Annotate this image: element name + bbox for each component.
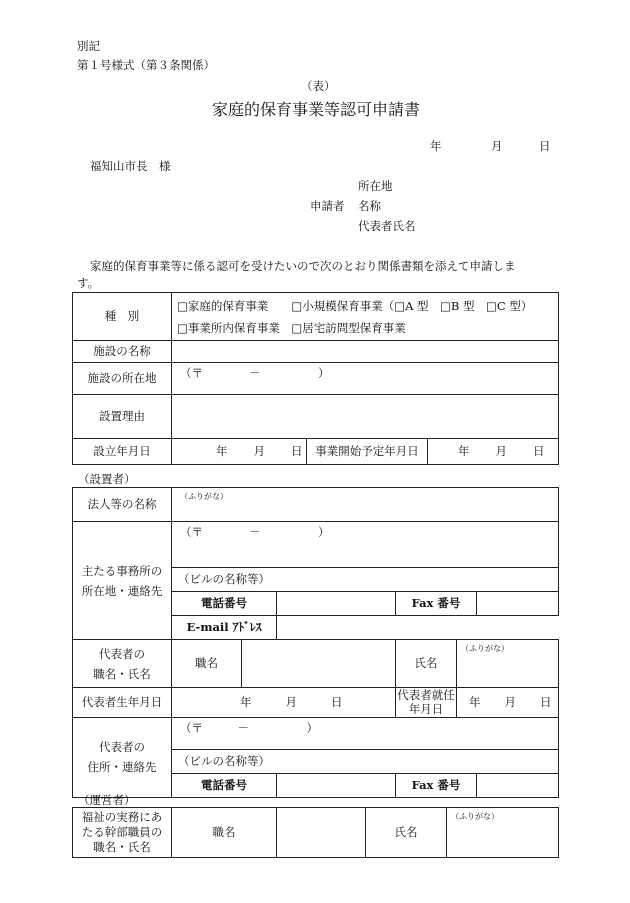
reason-label: 設置理由: [73, 395, 172, 439]
rep-fax-field[interactable]: [477, 773, 559, 797]
section-uneisha: （運営者）: [78, 793, 136, 807]
rep-appointed-field[interactable]: 年 月 日: [457, 688, 559, 718]
corp-name-label: 法人等の名称: [73, 488, 172, 522]
rep-phone-field[interactable]: [277, 773, 396, 797]
intro-text-line2: す。: [77, 276, 100, 290]
staff-title-label: 職名: [172, 808, 277, 858]
facility-address-label: 施設の所在地: [73, 363, 172, 395]
rep-appointed-label: 代表者就任年月日: [397, 688, 455, 717]
omote-label: （表）: [301, 79, 336, 93]
furigana-label: （ふりがな）: [180, 492, 228, 501]
facility-name-field[interactable]: [172, 341, 559, 363]
section-setchisha: （設置者）: [78, 472, 136, 486]
facility-postal-template: （〒 － ）: [180, 366, 330, 380]
rep-title-field[interactable]: [242, 640, 396, 688]
applicant-label: 申請者: [310, 199, 345, 213]
intro-text-line1: 家庭的保育事業等に係る認可を受けたいので次のとおり関係書類を添えて申請しま: [90, 259, 516, 273]
rep-name-label: 氏名: [396, 640, 457, 688]
applicant-address-label: 所在地: [358, 179, 393, 193]
rep-label: 代表者の 職名・氏名: [73, 640, 172, 688]
date-year: 年: [430, 139, 442, 153]
date-day: 日: [539, 139, 551, 153]
facility-name-label: 施設の名称: [73, 341, 172, 363]
rep-furigana-label: （ふりがな）: [461, 644, 509, 653]
rep-building-field[interactable]: （ビルの名称等）: [172, 749, 559, 773]
established-date-field[interactable]: 年 月 日: [172, 439, 307, 465]
office-phone-label: 電話番号: [172, 592, 277, 616]
staff-table: [72, 807, 559, 858]
staff-title-field[interactable]: [277, 808, 366, 858]
staff-name-label: 氏名: [366, 808, 447, 858]
betsuki-label: 別記: [77, 39, 100, 53]
applicant-rep-label: 代表者氏名: [358, 219, 416, 233]
rep-phone-label: 電話番号: [172, 773, 277, 797]
page-title: 家庭的保育事業等認可申請書: [212, 100, 421, 119]
facility-address-field[interactable]: [172, 363, 559, 395]
applicant-name-label: 名称: [358, 199, 381, 213]
founder-table: [72, 487, 559, 798]
start-date-label: 事業開始予定年月日: [307, 439, 428, 465]
rep-address-field[interactable]: （〒 － ）: [172, 717, 559, 749]
reason-field[interactable]: [172, 395, 559, 439]
shubetsu-options[interactable]: [172, 293, 559, 341]
shubetsu-label: 種 別: [73, 293, 172, 341]
start-date-field[interactable]: 年 月 日: [428, 439, 559, 465]
office-phone-field[interactable]: [277, 592, 396, 616]
facility-table: [72, 292, 559, 465]
shubetsu-options-row1: □家庭的保育事業 □小規模保育事業（□A 型 □B 型 □C 型）: [177, 298, 533, 313]
rep-title-label: 職名: [172, 640, 242, 688]
office-address-field[interactable]: （〒 － ）: [172, 522, 559, 568]
staff-label: 福祉の実務にあ たる幹部職員の 職名・氏名: [73, 808, 172, 858]
office-fax-label: Fax 番号: [396, 592, 477, 616]
email-field[interactable]: [277, 616, 559, 640]
established-label: 設立年月日: [73, 439, 172, 465]
email-label: E-mail ｱﾄﾞﾚｽ: [172, 616, 277, 640]
staff-furigana-label: （ふりがな）: [451, 812, 499, 821]
rep-fax-label: Fax 番号: [396, 773, 477, 797]
shubetsu-options-row2: □事業所内保育事業 □居宅訪問型保育事業: [177, 320, 406, 335]
rep-name-field[interactable]: [457, 640, 559, 688]
addressee: 福知山市長 様: [90, 159, 171, 173]
office-fax-field[interactable]: [477, 592, 559, 616]
date-month: 月: [491, 139, 503, 153]
form-number: 第１号様式（第３条関係）: [77, 58, 215, 72]
rep-birth-field[interactable]: 年 月 日: [172, 688, 396, 718]
office-label: 主たる事務所の 所在地・連絡先: [73, 522, 172, 640]
rep-address-label: 代表者の 住所・連絡先: [73, 717, 172, 797]
staff-name-field[interactable]: [447, 808, 559, 858]
office-building-field[interactable]: （ビルの名称等）: [172, 568, 559, 592]
corp-name-field[interactable]: [172, 488, 559, 522]
rep-birth-label: 代表者生年月日: [73, 688, 172, 718]
